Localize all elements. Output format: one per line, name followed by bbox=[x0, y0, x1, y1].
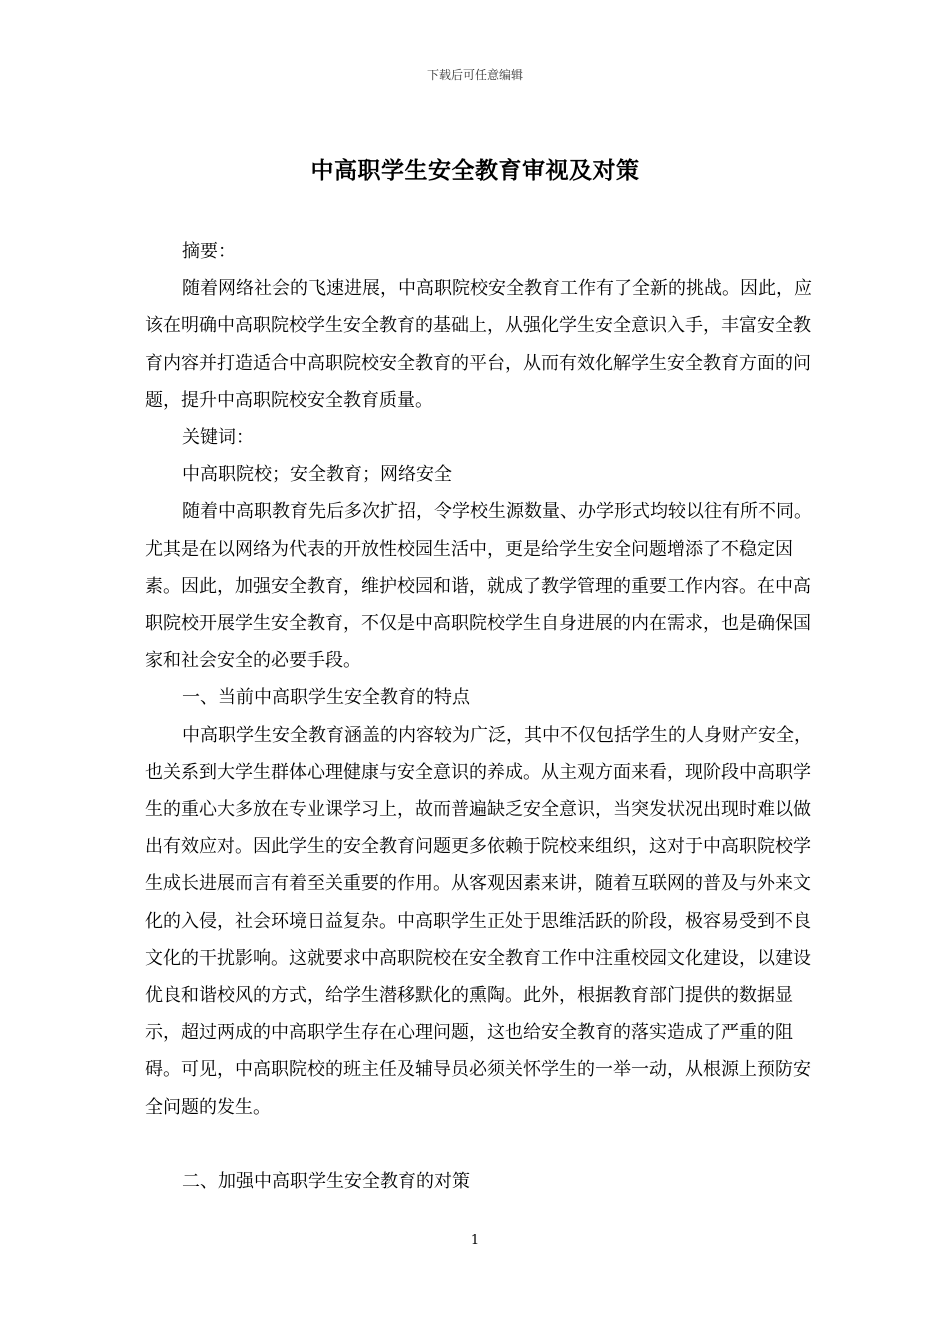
keywords-label: 关键词： bbox=[182, 427, 254, 449]
abstract-label: 摘要： bbox=[182, 241, 236, 262]
document-title: 中高职学生安全教育审视及对策 bbox=[310, 157, 640, 184]
intro-paragraph: 随着中高职教育先后多次扩招，令学校生源数量、办学形式均较以往有所不同。尤其是在以网络为代表的开放性校园生活中，更是给学生安全问题增添了不稳定因素。因此，加强安全教育，维护校园和谐，就成了教学管理的重要工作内容。在中高职院校开展学生安全教育，不仅是中高职院校学生自身进展的内在需求，也是确保国家和社会安全的必要手段。 bbox=[145, 501, 812, 672]
section2-heading: 二、加强中高职学生安全教育的对策 bbox=[182, 1170, 470, 1192]
section1-paragraph: 中高职学生安全教育涵盖的内容较为广泛，其中不仅包括学生的人身财产安全，也关系到大学生群体心理健康与安全意识的养成。从主观方面来看，现阶段中高职学生的重心大多放在专业课学习上，故而普遍缺乏安全意识，当突发状况出现时难以做出有效应对。因此学生的安全教育问题更多依赖于院校来组织，这对于中高职院校学生成长进展而言有着至关重要的作用。从客观因素来讲，随着互联网的普及与外来文化的入侵，社会环境日益复杂。中高职学生正处于思维活跃的阶段，极容易受到不良文化的干扰影响。这就要求中高职院校在安全教育工作中注重校园文化建设，以建设优良和谐校风的方式，给学生潜移默化的熏陶。此外，根据教育部门提供的数据显示，超过两成的中高职学生存在心理问题，这也给安全教育的落实造成了严重的阻碍。可见，中高职院校的班主任及辅导员必须关怀学生的一举一动，从根源上预防安全问题的发生。 bbox=[145, 724, 812, 1118]
abstract-text: 随着网络社会的飞速进展，中高职院校安全教育工作有了全新的挑战。因此，应该在明确中高职院校学生安全教育的基础上，从强化学生安全意识入手，丰富安全教育内容并打造适合中高职院校安全教育的平台，从而有效化解学生安全教育方面的问题，提升中高职院校安全教育质量。 bbox=[145, 278, 812, 411]
document-body bbox=[145, 233, 817, 1200]
page-number: 1 bbox=[470, 1233, 480, 1248]
section1-heading: 一、当前中高职学生安全教育的特点 bbox=[182, 687, 470, 709]
page-header: 下载后可任意编辑 bbox=[426, 68, 523, 82]
keywords-text: 中高职院校；安全教育；网络安全 bbox=[182, 464, 452, 486]
